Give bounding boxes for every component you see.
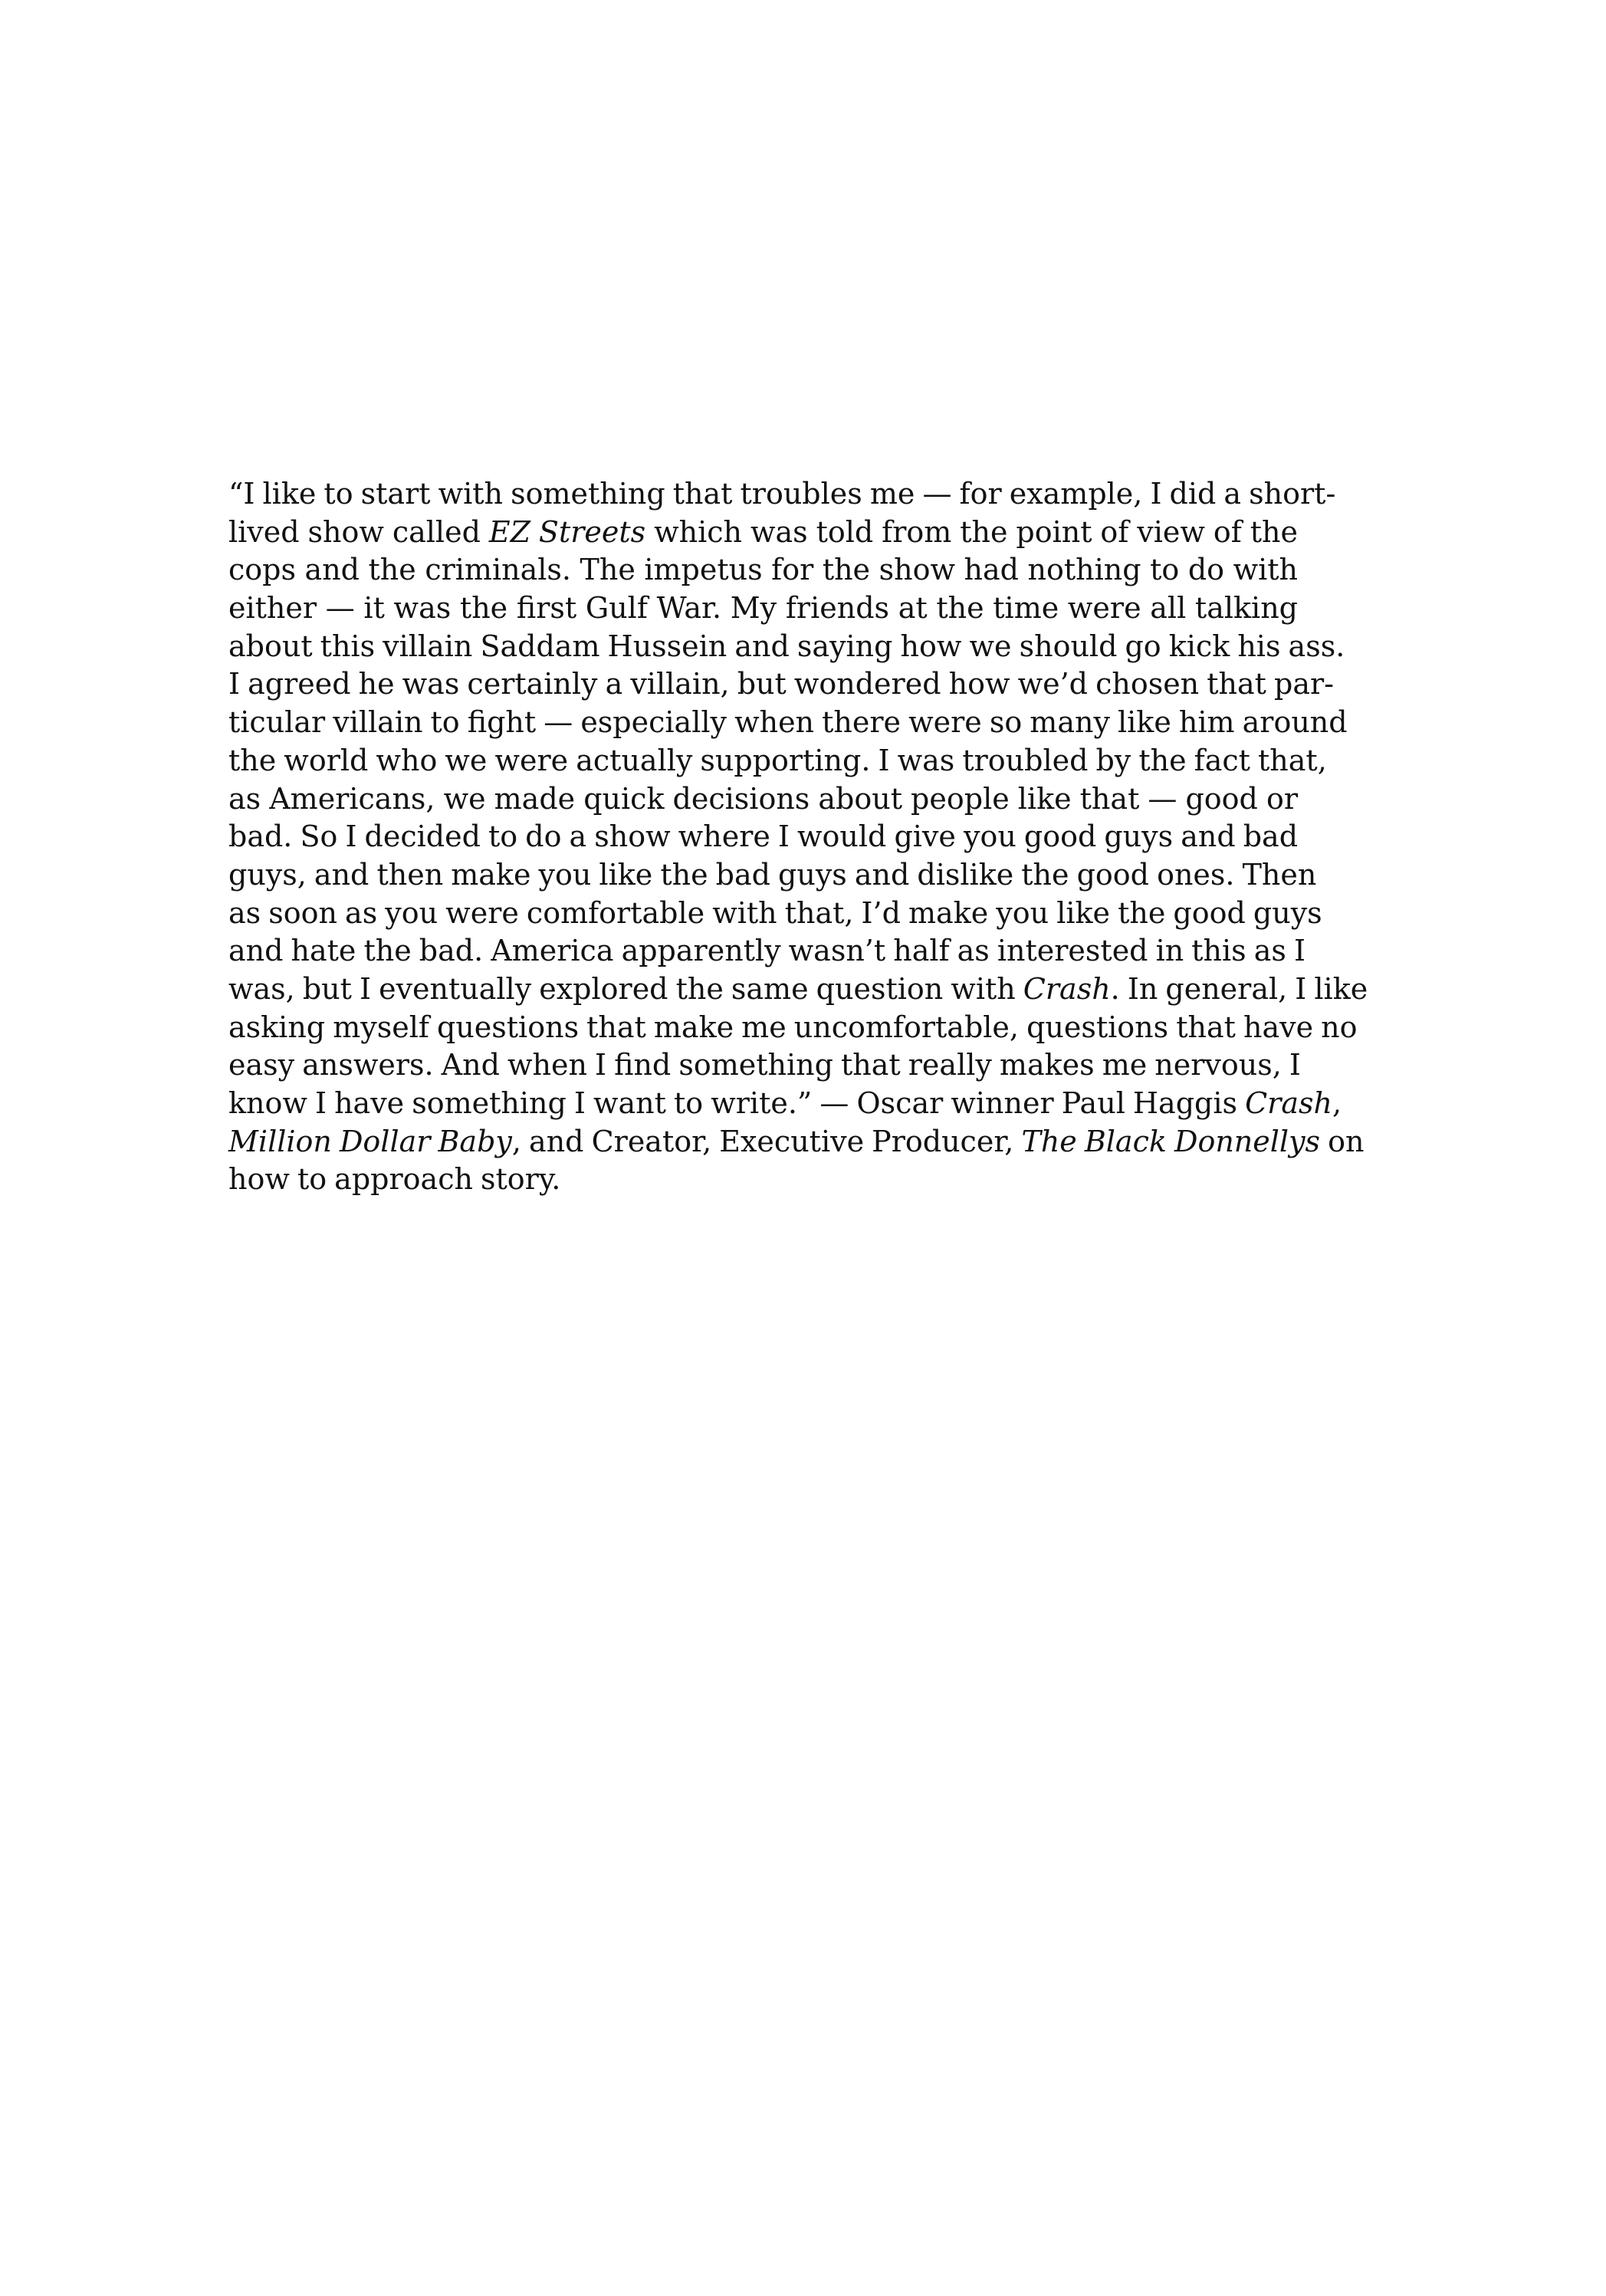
italic-title-text: EZ Streets — [488, 514, 646, 549]
quote-line — [228, 895, 1322, 933]
quote-line — [228, 590, 1298, 628]
quote-line — [228, 1009, 1358, 1047]
quote-text: , — [1332, 1086, 1342, 1120]
quote-line — [228, 1123, 1365, 1161]
quote-text: I agreed he was certainly a villain, but wondered how we’d chosen that par- — [228, 667, 1334, 701]
quote-line — [228, 1085, 1342, 1123]
quote-text: as soon as you were comfortable with that, I’d make you like the good guys — [228, 895, 1322, 930]
quote-line — [228, 628, 1345, 666]
quote-line — [228, 818, 1298, 856]
quote-line — [228, 665, 1334, 704]
quote-text: the world who we were actually supporting. I was troubled by the fact that, — [228, 743, 1327, 777]
quote-line — [228, 742, 1327, 780]
quote-paragraph — [228, 475, 1368, 1199]
quote-text: “I like to start with something that troubles me — for example, I did a short- — [228, 477, 1336, 511]
quote-text: know I have something I want to write.” — Oscar winner Paul Haggis — [228, 1086, 1246, 1120]
quote-text: lived show called — [228, 514, 489, 549]
quote-line — [228, 1161, 1298, 1199]
quote-line — [228, 856, 1317, 895]
quote-text: , and Creator, Executive Producer, — [511, 1124, 1022, 1158]
quote-text: cops and the criminals. The impetus for the show had nothing to do with — [228, 553, 1298, 587]
quote-text: bad. So I decided to do a show where I would give you good guys and bad — [228, 820, 1299, 854]
quote-text: . In general, I like — [1110, 971, 1368, 1006]
quote-text: and hate the bad. America apparently wasn’t half as interested in this as I — [228, 934, 1306, 968]
quote-line — [228, 971, 1368, 1009]
italic-title-text: Million Dollar Baby — [228, 1124, 512, 1158]
quote-text: asking myself questions that make me uncomfortable, questions that have no — [228, 1010, 1358, 1044]
italic-title-text: Crash — [1023, 971, 1111, 1006]
italic-title-text: The Black Donnellys — [1021, 1124, 1321, 1158]
quote-text: either — it was the first Gulf War. My friends at the time were all talking — [228, 591, 1298, 626]
quote-line — [228, 1046, 1301, 1085]
quote-line — [228, 704, 1348, 742]
quote-text: on — [1320, 1124, 1365, 1158]
quote-text: how to approach story. — [228, 1162, 561, 1197]
quote-text: was, but I eventually explored the same question with — [228, 971, 1023, 1006]
quote-line — [228, 475, 1336, 514]
quote-text: ticular villain to fight — especially when there were so many like him around — [228, 705, 1348, 740]
quote-line — [228, 551, 1298, 590]
quote-text: which was told from the point of view of the — [645, 514, 1298, 549]
quote-line — [228, 780, 1298, 819]
quote-line — [228, 932, 1306, 971]
quote-line — [228, 514, 1298, 552]
quote-text: as Americans, we made quick decisions about people like that — good or — [228, 781, 1298, 816]
quote-text: about this villain Saddam Hussein and saying how we should go kick his ass. — [228, 629, 1345, 663]
quote-text: easy answers. And when I find something that really makes me nervous, I — [228, 1048, 1301, 1082]
italic-title-text: Crash — [1245, 1086, 1332, 1120]
quote-text: guys, and then make you like the bad guys and dislike the good ones. Then — [228, 857, 1317, 892]
